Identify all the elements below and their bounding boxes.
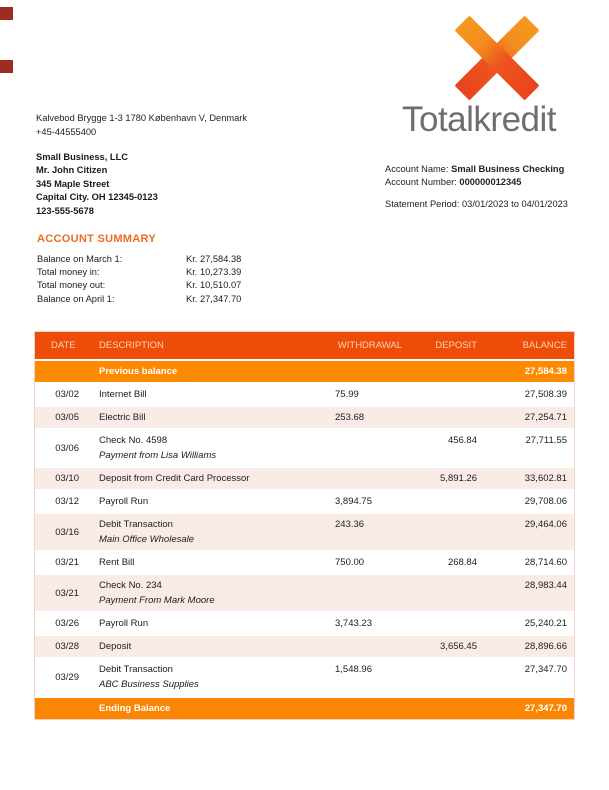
transaction-description: Payroll Run <box>99 496 149 507</box>
customer-contact: Mr. John Citizen <box>36 165 108 176</box>
summary-value: Kr. 27,347.70 <box>186 293 242 304</box>
account-summary-list <box>37 253 241 306</box>
table-row <box>35 612 574 635</box>
cell-deposit <box>406 360 481 383</box>
transaction-description: Payroll Run <box>99 618 149 629</box>
transaction-description: Deposit from Credit Card Processor <box>99 473 250 484</box>
cell-withdrawal <box>331 360 406 383</box>
cell-date <box>35 360 91 383</box>
bank-phone: +45-44555400 <box>36 126 97 137</box>
transaction-description: Check No. 4598 <box>99 435 168 446</box>
summary-value: Kr. 10,510.07 <box>186 280 242 291</box>
cell-description <box>91 635 331 658</box>
cell-deposit <box>406 574 481 612</box>
logo-wordmark: Totalkredit <box>401 100 557 139</box>
previous-balance-value: 27,584.38 <box>481 360 574 383</box>
cell-description <box>91 383 331 406</box>
cell-date: 03/26 <box>35 612 91 635</box>
cell-deposit <box>406 513 481 551</box>
cell-withdrawal: 3,894.75 <box>331 490 406 513</box>
account-name-label: Account Name: <box>385 164 452 174</box>
transaction-note: Main Office Wholesale <box>99 534 195 545</box>
account-info-block <box>385 163 568 212</box>
cell-deposit: 456.84 <box>406 429 481 467</box>
cell-date: 03/21 <box>35 551 91 574</box>
cell-date: 03/16 <box>35 513 91 551</box>
table-row <box>35 551 574 574</box>
cell-withdrawal <box>331 635 406 658</box>
table-row <box>35 635 574 658</box>
cell-withdrawal <box>331 574 406 612</box>
summary-label: Balance on March 1: <box>37 254 123 264</box>
cell-description <box>91 513 331 551</box>
cell-deposit: 3,656.45 <box>406 635 481 658</box>
cell-balance: 27,711.55 <box>481 429 574 467</box>
transactions-body <box>35 360 574 697</box>
transaction-description: Debit Transaction <box>99 519 173 530</box>
table-row <box>35 658 574 697</box>
cell-date: 03/28 <box>35 635 91 658</box>
cell-balance: 25,240.21 <box>481 612 574 635</box>
column-header-withdrawal: WITHDRAWAL <box>331 332 406 360</box>
cell-withdrawal: 75.99 <box>331 383 406 406</box>
table-row <box>35 429 574 467</box>
column-header-deposit: DEPOSIT <box>406 332 481 360</box>
cell-withdrawal: 1,548.96 <box>331 658 406 697</box>
customer-address-block <box>36 151 158 218</box>
column-header-balance: BALANCE <box>481 332 574 360</box>
cell-description <box>91 429 331 467</box>
cell-date: 03/10 <box>35 467 91 490</box>
cell-date: 03/21 <box>35 574 91 612</box>
account-name-value: Small Business Checking <box>451 164 565 174</box>
summary-row <box>37 266 241 279</box>
account-number-line <box>385 176 568 189</box>
bank-address-block <box>36 112 247 139</box>
cell-withdrawal: 3,743.23 <box>331 612 406 635</box>
cell-deposit: 268.84 <box>406 551 481 574</box>
cell-balance: 27,254.71 <box>481 406 574 429</box>
cell-balance: 33,602.81 <box>481 467 574 490</box>
cell-balance: 28,896.66 <box>481 635 574 658</box>
cell-balance: 29,464.06 <box>481 513 574 551</box>
cell-date: 03/06 <box>35 429 91 467</box>
column-header-date: DATE <box>35 332 91 360</box>
cell-balance: 29,708.06 <box>481 490 574 513</box>
bank-address: Kalvebod Brygge 1-3 1780 København V, Denmark <box>36 113 248 123</box>
table-row <box>35 406 574 429</box>
cell-deposit <box>406 490 481 513</box>
transaction-note: ABC Business Supplies <box>99 679 199 690</box>
summary-row <box>37 293 241 306</box>
account-number-label: Account Number: <box>385 177 460 188</box>
cell-deposit <box>406 658 481 697</box>
table-row <box>35 490 574 513</box>
cell-description <box>91 467 331 490</box>
cell-description <box>91 406 331 429</box>
cell-balance: 27,347.70 <box>481 658 574 697</box>
customer-phone: 123-555-5678 <box>36 205 94 216</box>
cell-balance: 27,508.39 <box>481 383 574 406</box>
account-number-value: 000000012345 <box>459 177 522 188</box>
cell-date: 03/02 <box>35 383 91 406</box>
summary-label: Total money in: <box>37 267 100 278</box>
table-row <box>35 467 574 490</box>
cell-date: 03/12 <box>35 490 91 513</box>
transaction-description: Internet Bill <box>99 389 147 400</box>
cell-withdrawal: 750.00 <box>331 551 406 574</box>
transaction-note: Payment from Lisa Williams <box>99 450 217 461</box>
transaction-description: Deposit <box>99 641 132 652</box>
cell-description <box>91 658 331 697</box>
cell-deposit <box>406 612 481 635</box>
cell-date: 03/29 <box>35 658 91 697</box>
account-summary-title: ACCOUNT SUMMARY <box>37 233 156 245</box>
transaction-description: Debit Transaction <box>99 664 173 675</box>
statement-period: Statement Period: 03/01/2023 to 04/01/2023 <box>385 199 568 210</box>
ending-balance-row <box>35 697 574 720</box>
customer-city: Capital City. OH 12345-0123 <box>36 192 158 203</box>
scan-artifact-mark <box>0 60 13 73</box>
cell-balance: 28,983.44 <box>481 574 574 612</box>
ending-balance-value: 27,347.70 <box>481 697 574 720</box>
transaction-description: Rent Bill <box>99 557 135 568</box>
cell-description <box>91 490 331 513</box>
cell-deposit: 5,891.26 <box>406 467 481 490</box>
cell-date: 03/05 <box>35 406 91 429</box>
scan-artifact-mark <box>0 7 13 20</box>
cell-withdrawal <box>331 429 406 467</box>
table-row <box>35 574 574 612</box>
table-row <box>35 383 574 406</box>
x-cross-icon <box>454 16 540 100</box>
customer-street: 345 Maple Street <box>36 178 110 189</box>
column-header-description: DESCRIPTION <box>91 332 331 360</box>
cell-description <box>91 574 331 612</box>
transactions-table-wrap <box>34 331 575 720</box>
summary-value: Kr. 10,273.39 <box>186 267 242 278</box>
summary-row <box>37 279 241 292</box>
previous-balance-row <box>35 360 574 383</box>
customer-name: Small Business, LLC <box>36 152 128 162</box>
totalkredit-logo <box>383 16 575 140</box>
summary-label: Total money out: <box>37 280 106 291</box>
table-row <box>35 513 574 551</box>
summary-row <box>37 253 241 266</box>
cell-withdrawal <box>331 697 406 720</box>
cell-withdrawal: 253.68 <box>331 406 406 429</box>
summary-label: Balance on April 1: <box>37 293 115 304</box>
cell-description <box>91 612 331 635</box>
cell-deposit <box>406 697 481 720</box>
summary-value: Kr. 27,584.38 <box>186 254 242 264</box>
cell-withdrawal <box>331 467 406 490</box>
cell-deposit <box>406 406 481 429</box>
transactions-table <box>35 332 574 719</box>
ending-balance-label: Ending Balance <box>91 697 331 720</box>
transaction-description: Electric Bill <box>99 412 146 423</box>
cell-deposit <box>406 383 481 406</box>
cell-balance: 28,714.60 <box>481 551 574 574</box>
account-name-line <box>385 163 568 176</box>
table-header-row <box>35 332 574 360</box>
previous-balance-label: Previous balance <box>91 360 331 383</box>
cell-description <box>91 551 331 574</box>
cell-withdrawal: 243.36 <box>331 513 406 551</box>
transaction-note: Payment From Mark Moore <box>99 595 215 606</box>
transaction-description: Check No. 234 <box>99 580 162 591</box>
cell-date <box>35 697 91 720</box>
